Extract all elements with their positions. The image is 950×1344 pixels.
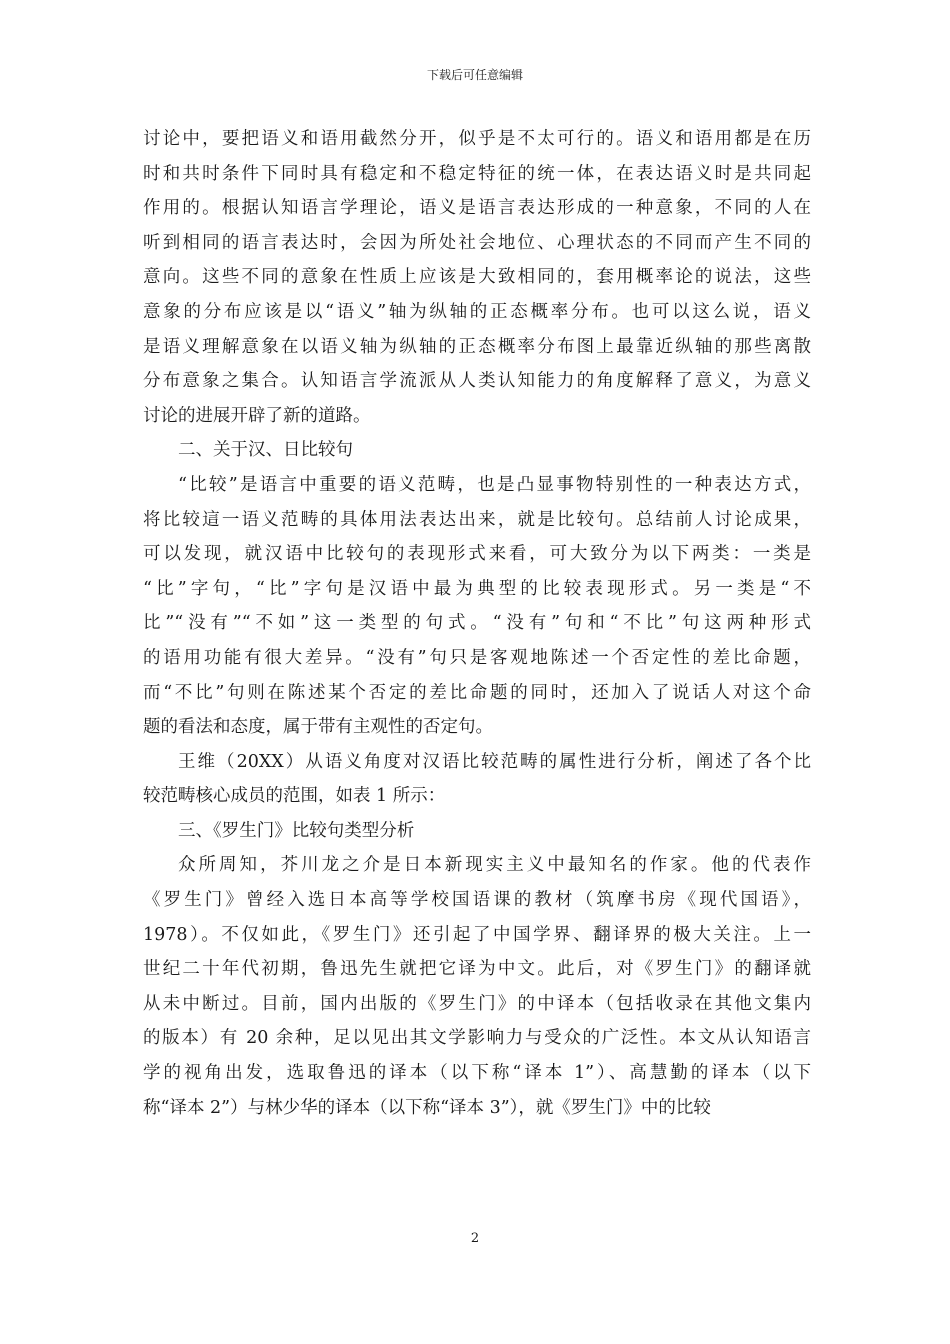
section-heading — [143, 433, 811, 468]
text-line: 称“译本 2”）与林少华的译本（以下称“译本 3”），就《罗生门》中的比较 — [143, 1097, 711, 1118]
text-line: 的版本）有 20 余种，足以见出其文学影响力与受众的广泛性。本文从认知语言 — [143, 1028, 811, 1049]
page-number: 2 — [470, 1231, 480, 1246]
paragraph — [143, 745, 811, 814]
text-line: 作用的。根据认知语言学理论，语义是语言表达形成的一种意象，不同的人在 — [143, 198, 811, 219]
text-line: 三、《罗生门》比较句类型分析 — [178, 820, 415, 841]
paragraph — [143, 848, 811, 1125]
text-line: 分布意象之集合。认知语言学流派从人类认知能力的角度解释了意义，为意义 — [143, 371, 811, 392]
text-line: 意向。这些不同的意象在性质上应该是大致相同的，套用概率论的说法，这些 — [143, 267, 811, 288]
document-body — [143, 122, 811, 1125]
text-line: 题的看法和态度，属于带有主观性的否定句。 — [143, 717, 493, 738]
text-line: 二、关于汉、日比较句 — [178, 440, 353, 461]
text-line: “比”字句，“比”字句是汉语中最为典型的比较表现形式。另一类是“不 — [143, 578, 811, 599]
text-line: 从未中断过。目前，国内出版的《罗生门》的中译本（包括收录在其他文集内 — [143, 993, 811, 1014]
text-line: 的语用功能有很大差异。“没有”句只是客观地陈述一个否定性的差比命题， — [143, 647, 811, 668]
page-header: 下载后可任意编辑 — [426, 68, 523, 82]
text-line: 比”“没有”“不如”这一类型的句式。“没有”句和“不比”句这两种形式 — [143, 613, 811, 634]
text-line: 1978）。不仅如此，《罗生门》还引起了中国学界、翻译界的极大关注。上一 — [143, 924, 811, 945]
text-line: 讨论中，要把语义和语用截然分开，似乎是不太可行的。语义和语用都是在历 — [143, 129, 811, 149]
text-line: 时和共时条件下同时具有稳定和不稳定特征的统一体，在表达语义时是共同起 — [143, 163, 811, 184]
text-line: “比较”是语言中重要的语义范畴，也是凸显事物特别性的一种表达方式， — [178, 474, 811, 495]
text-line: 而“不比”句则在陈述某个否定的差比命题的同时，还加入了说话人对这个命 — [143, 682, 811, 703]
text-line: 将比较這一语义范畴的具体用法表达出来，就是比较句。总结前人讨论成果， — [143, 509, 811, 530]
paragraph — [143, 468, 811, 745]
text-line: 意象的分布应该是以“语义”轴为纵轴的正态概率分布。也可以这么说，语义 — [143, 301, 811, 322]
text-line: 众所周知，芥川龙之介是日本新现实主义中最知名的作家。他的代表作 — [178, 855, 811, 876]
text-line: 讨论的进展开辟了新的道路。 — [143, 405, 371, 426]
text-line: 《罗生门》曾经入选日本高等学校国语课的教材（筑摩书房《现代国语》， — [143, 890, 811, 911]
section-heading — [143, 814, 811, 849]
text-line: 听到相同的语言表达时，会因为所处社会地位、心理状态的不同而产生不同的 — [143, 232, 811, 253]
text-line: 王维（20XX）从语义角度对汉语比较范畴的属性进行分析，阐述了各个比 — [178, 751, 811, 772]
text-line: 学的视角出发，选取鲁迅的译本（以下称“译本 1”）、高慧勤的译本（以下 — [143, 1063, 811, 1084]
paragraph — [143, 122, 811, 433]
text-line: 较范畴核心成员的范围，如表 1 所示： — [143, 786, 446, 807]
text-line: 是语义理解意象在以语义轴为纵轴的正态概率分布图上最靠近纵轴的那些离散 — [143, 336, 811, 357]
text-line: 世纪二十年代初期，鲁迅先生就把它译为中文。此后，对《罗生门》的翻译就 — [143, 959, 811, 980]
text-line: 可以发现，就汉语中比较句的表现形式来看，可大致分为以下两类：一类是 — [143, 544, 811, 565]
